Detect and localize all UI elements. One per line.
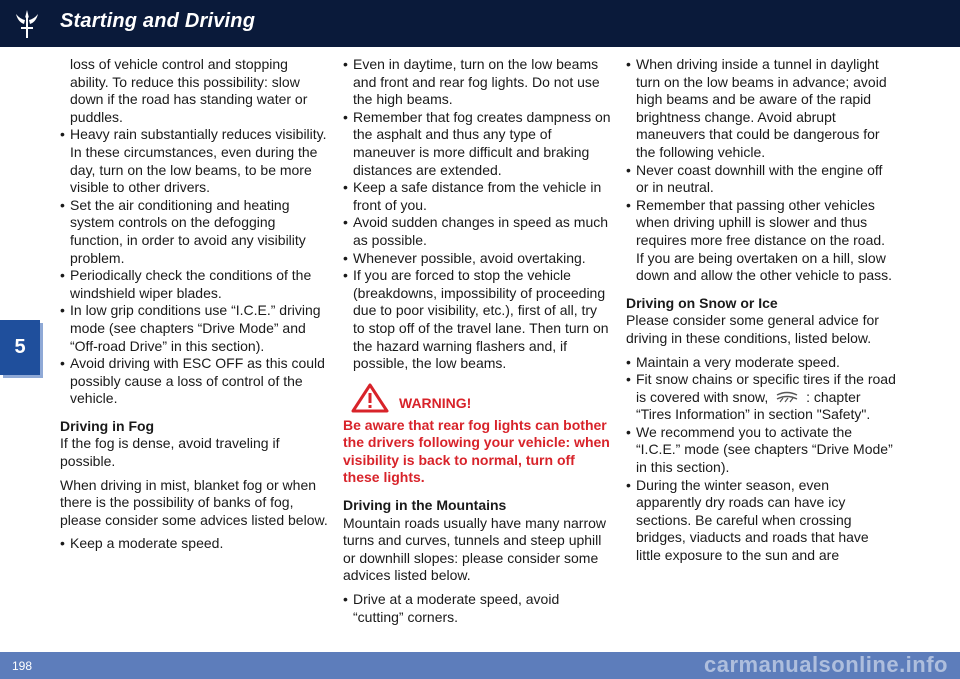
list-item: • Periodically check the conditions of the windshield wiper blades.	[60, 267, 328, 302]
mountain-paragraph: Mountain roads usually have many narrow turns and curves, tunnels and steep uphill or downhill slopes: please consider some advices listed below.	[343, 514, 607, 584]
warning-text: Be aware that rear fog lights can bother the drivers following your vehicle: when visibility is back to normal, turn off these lights.	[343, 416, 610, 486]
column-1	[60, 56, 328, 559]
page-footer	[0, 652, 960, 679]
list-item: • Maintain a very moderate speed.	[626, 354, 896, 372]
section-title: Starting and Driving	[60, 10, 256, 32]
tire-icon	[774, 390, 800, 404]
list-item: • We recommend you to activate the “I.C.E.” mode (see chapters “Drive Mode” in this section).	[626, 424, 896, 477]
snow-bullets	[626, 354, 896, 565]
list-item: • Keep a moderate speed.	[60, 535, 328, 553]
rain-bullets	[60, 126, 328, 408]
warning-title: WARNING!	[399, 394, 472, 411]
snow-heading: Driving on Snow or Ice	[626, 294, 778, 311]
list-item: • When driving inside a tunnel in daylight turn on the low beams in advance; avoid high beams and be aware of the rapid brightness change. Avoid abrupt maneuvers that could be dangerous for the following vehicle.	[626, 56, 896, 162]
column-3	[626, 56, 896, 571]
snow-text: Fit snow chains or specific tires if the road is covered with snow,	[636, 371, 896, 405]
fog-paragraph: If the fog is dense, avoid traveling if possible.	[60, 435, 280, 470]
mountain-heading: Driving in the Mountains	[343, 497, 507, 514]
list-item: • Set the air conditioning and heating system controls on the defogging function, in order to avoid any visibility problem.	[60, 197, 328, 267]
page-number: 198	[12, 659, 33, 673]
list-item: • Keep a safe distance from the vehicle in front of you.	[343, 179, 611, 214]
warning-triangle-icon	[351, 383, 389, 413]
list-item: • Whenever possible, avoid overtaking.	[343, 250, 611, 268]
list-item: • In low grip conditions use “I.C.E.” driving mode (see chapters “Drive Mode” and “Off-road Drive” in this section).	[60, 302, 328, 355]
fog-bullets-continued	[343, 56, 611, 373]
continued-text: loss of vehicle control and stopping ability. To reduce this possibility: slow down if the road has standing water or puddles.	[70, 56, 308, 125]
list-item	[626, 371, 896, 424]
page-header	[0, 0, 960, 47]
list-item: • Avoid sudden changes in speed as much as possible.	[343, 214, 611, 249]
chapter-tab: 5	[0, 320, 40, 375]
fog-heading: Driving in Fog	[60, 417, 155, 434]
list-item: • Remember that fog creates dampness on the asphalt and thus any type of maneuver is more difficult and braking distances are extended.	[343, 109, 611, 179]
list-item: • Avoid driving with ESC OFF as this could possibly cause a loss of control of the vehicle.	[60, 355, 328, 408]
snow-paragraph: Please consider some general advice for driving in these conditions, listed below.	[626, 312, 879, 346]
fog-bullets	[60, 535, 328, 553]
warning-header	[343, 383, 611, 413]
list-item: • Heavy rain substantially reduces visibility. In these circumstances, even during the day, turn on the low beams, to be more visible to other drivers.	[60, 126, 328, 196]
list-item: • If you are forced to stop the vehicle (breakdowns, impossibility of proceeding due to poor visibility, etc.), first of all, try to stop off of the travel lane. Then turn on the hazard warning flashers and, if possible, the low beams.	[343, 267, 611, 373]
watermark: carmanualsonline.info	[704, 652, 948, 677]
trident-logo-icon	[10, 8, 44, 40]
list-item: • Never coast downhill with the engine off or in neutral.	[626, 162, 896, 197]
warning-box	[343, 383, 611, 487]
column-2	[343, 56, 611, 632]
list-item: • Even in daytime, turn on the low beams and front and rear fog lights. Do not use the high beams.	[343, 56, 611, 109]
snow-text: : chapter “Tires Information” in section "Safety".	[636, 388, 871, 423]
mountain-bullets-continued	[626, 56, 896, 285]
list-item: • Remember that passing other vehicles when driving uphill is slower and thus requires more free distance on the road. If you are being overtaken on a hill, slow down and allow the other vehicle to pass.	[626, 197, 896, 285]
list-item: • During the winter season, even apparently dry roads can have icy sections. Be careful when crossing bridges, viaducts and roads that have little exposure to the sun and are	[626, 477, 896, 565]
list-item: • Drive at a moderate speed, avoid “cutting” corners.	[343, 591, 611, 626]
mountain-bullets	[343, 591, 611, 626]
fog-paragraph: When driving in mist, blanket fog or when there is the possibility of banks of fog, please consider some advices listed below.	[60, 476, 328, 528]
